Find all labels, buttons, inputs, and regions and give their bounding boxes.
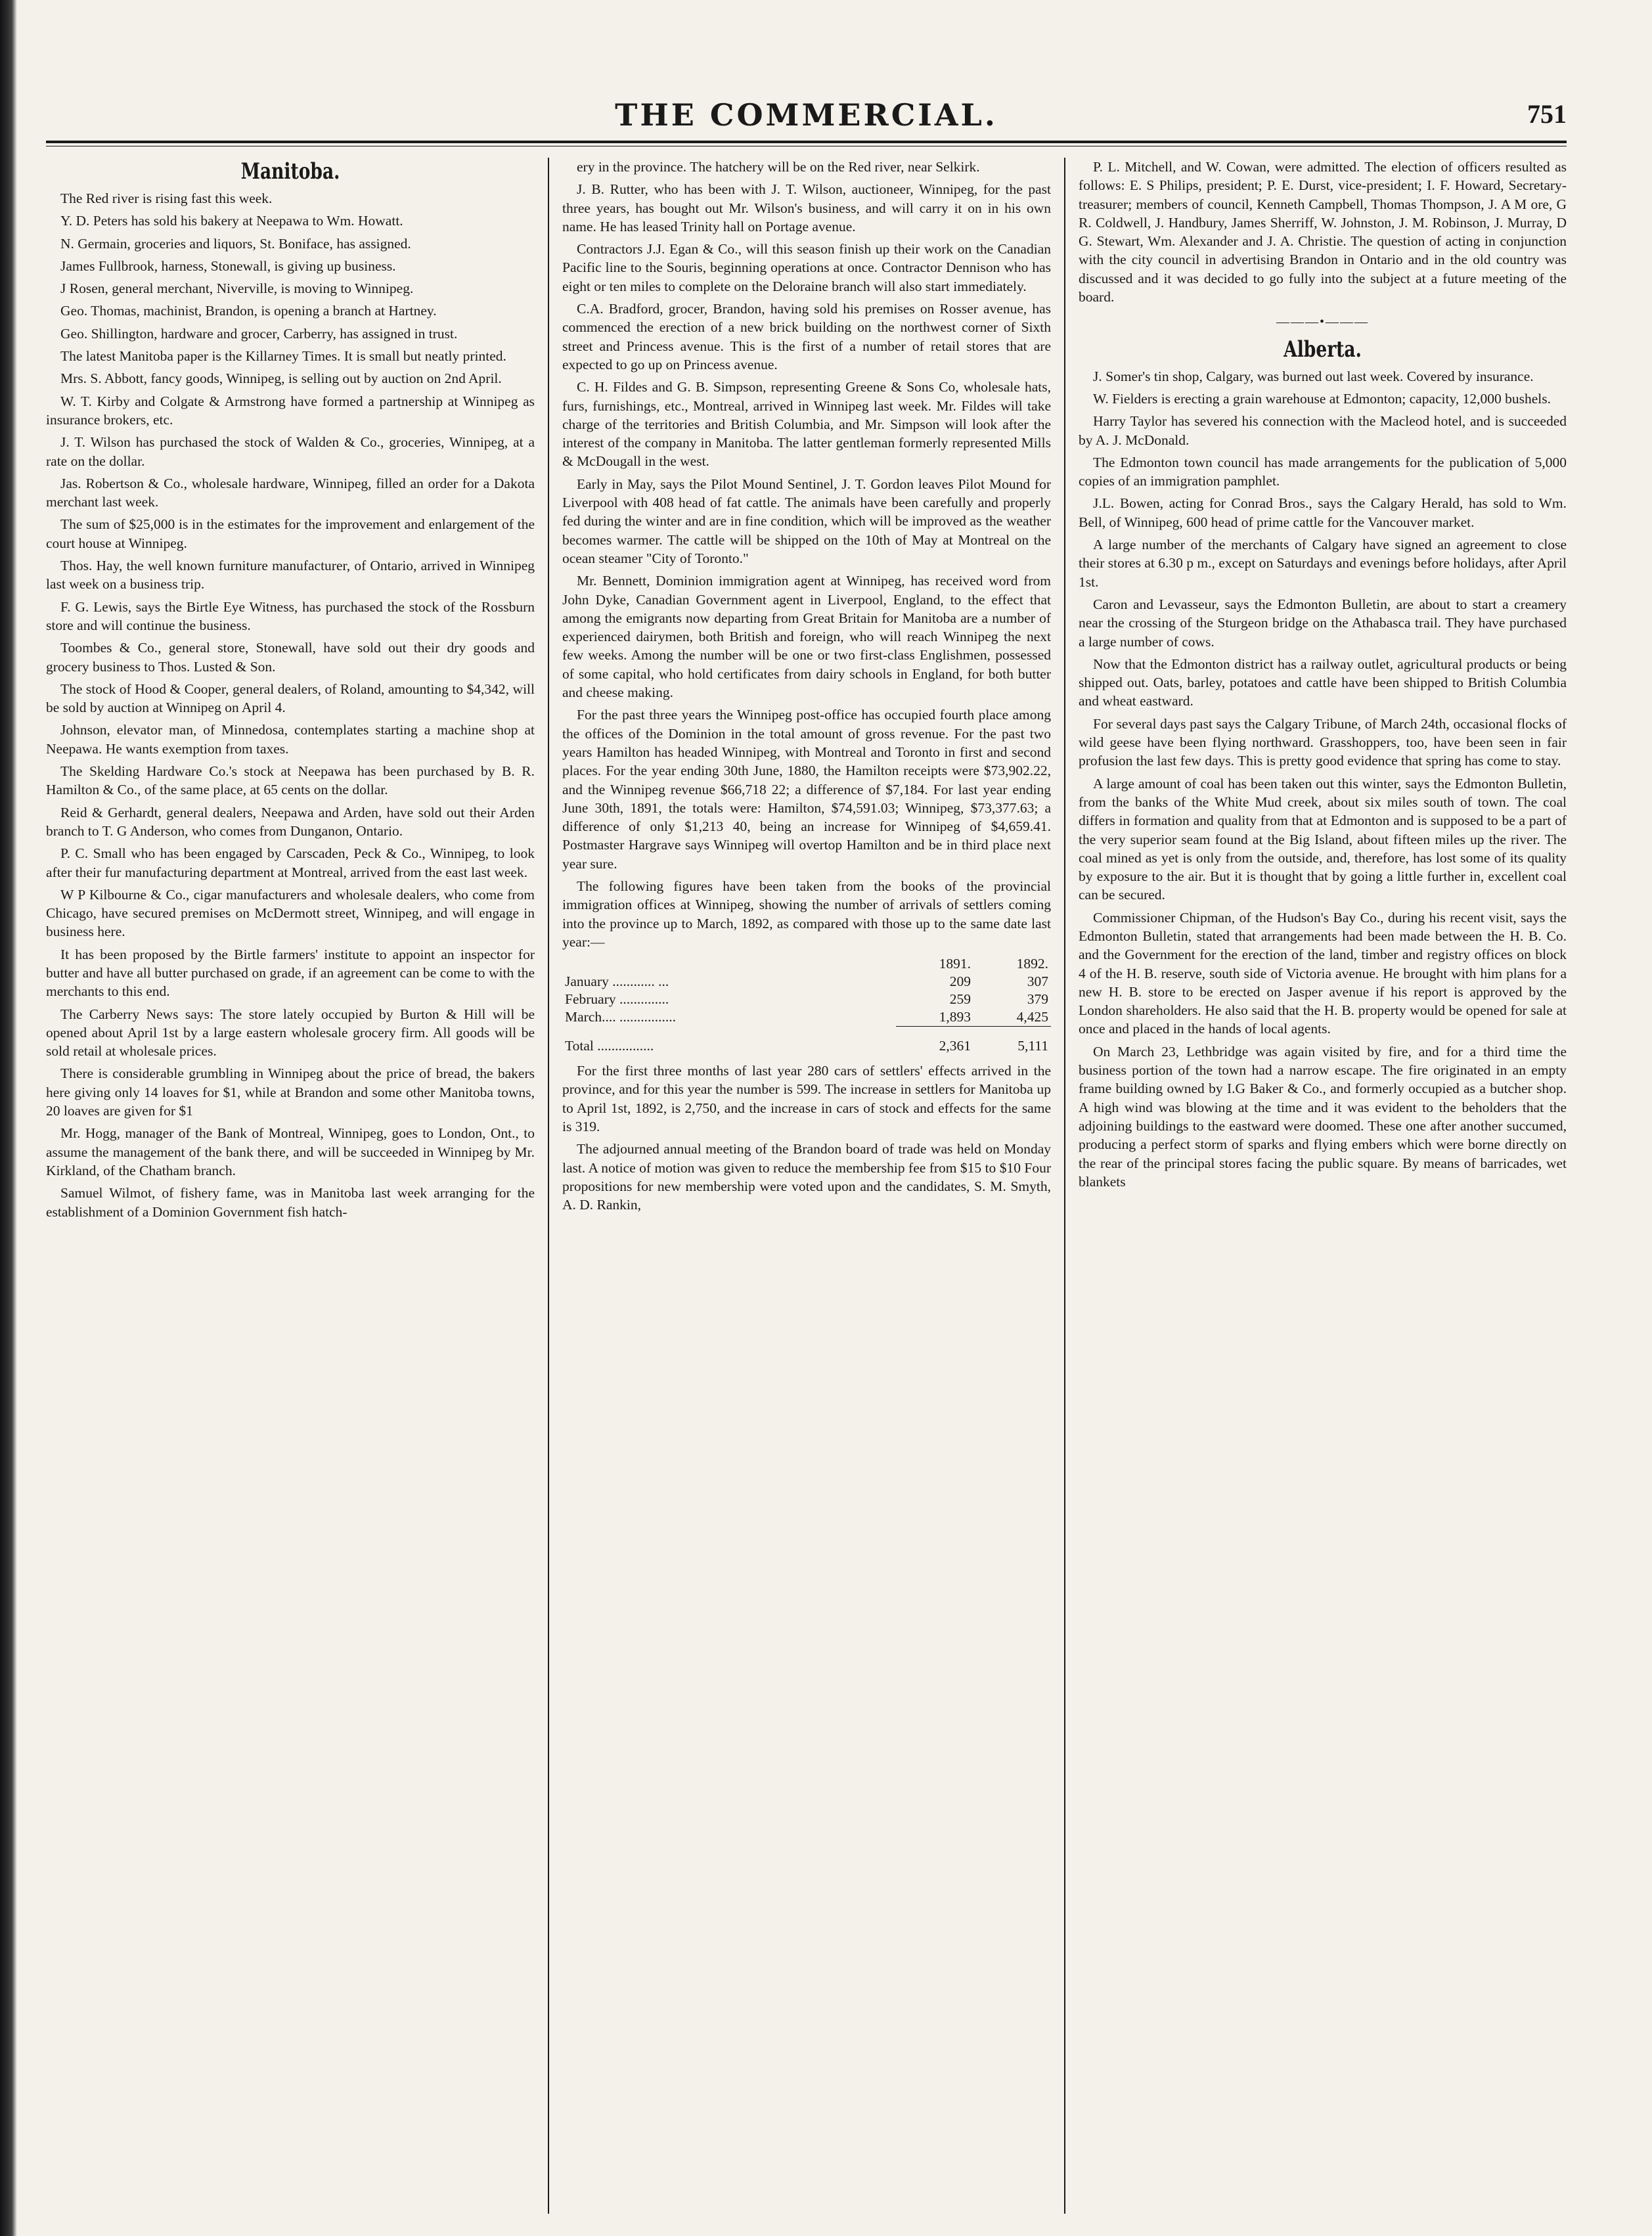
news-item: W. Fielders is erecting a grain warehouse at Edmonton; capacity, 12,000 bushels. [1093,390,1551,407]
news-item: ery in the province. The hatchery will be on the Red river, near Selkirk. [577,159,980,175]
news-item: J. Somer's tin shop, Calgary, was burned out last week. Covered by insurance. [1093,368,1534,384]
news-item: P. C. Small who has been engaged by Carscaden, Peck & Co., Winnipeg, to look after their fur manufacturing department at Montreal, arrived from the east last week. [46,845,535,880]
news-item: A large amount of coal has been taken out this winter, says the Edmonton Bulletin, from the banks of the White Mud creek, about six miles south of town. The coal differs in formation and quality from that at Edmonton and is supposed to be a part of the very superior seam found at the Big Island, about fifteen miles up the river. The coal mined as yet is only from the outside, and, therefore, has lost some of its quality by exposure to the air. But it is thought that by going a little further in, excellent coal can be secured. [1079,775,1567,903]
news-item: W P Kilbourne & Co., cigar manufacturers and wholesale dealers, who come from Chicago, have secured premises on McDermott street, Winnipeg, and will engage in business here. [46,886,535,940]
news-item: Commissioner Chipman, of the Hudson's Bay Co., during his recent visit, says the Edmonton Bulletin, stated that arrangements had been made between the H. B. Co. and the Government for the erection of the land, timber and registry offices on block 4 of the H. B. reserve, south side of Victoria avenue. He brought with him plans for a new H. B. store to be erected on Jasper avenue if his report is approved by the London shareholders. He also said that the H. B. property would be opened for sale at once and placed in the hands of local agents. [1079,909,1567,1037]
table-year-header: 1891. [939,956,971,972]
news-item: It has been proposed by the Birtle farmers' institute to appoint an inspector for butter and have all butter purchased on grade, if an agreement can be come to with the merchants to this end. [46,946,535,1000]
news-item: The Red river is rising fast this week. [60,190,273,206]
column-divider [1064,158,1065,2214]
page-number: 751 [1527,99,1567,129]
news-item: Now that the Edmonton district has a railway outlet, agricultural products or being shipped out. Oats, barley, potatoes and cattle have been shipped to British Columbia and wheat eastward. [1079,656,1567,709]
columns [46,158,1567,2214]
column-divider [548,158,549,2214]
news-item: Y. D. Peters has sold his bakery at Neepawa to Wm. Howatt. [60,213,403,229]
news-item: The Carberry News says: The store lately occupied by Burton & Hill will be opened about April 1st by a large eastern wholesale grocery firm. All goods will be sold retail at wholesale prices. [46,1006,535,1060]
table-cell: 307 [1027,973,1048,990]
news-item: Toombes & Co., general store, Stonewall, have sold out their dry goods and grocery business to Thos. Lusted & Son. [46,640,535,675]
table-row [562,991,1051,1008]
news-item: J.L. Bowen, acting for Conrad Bros., says the Calgary Herald, has sold to Wm. Bell, of Winnipeg, 600 head of prime cattle for the Vancouver market. [1079,495,1567,530]
news-item: The sum of $25,000 is in the estimates for the improvement and enlargement of the court house at Winnipeg. [46,516,535,551]
news-item: W. T. Kirby and Colgate & Armstrong have formed a partnership at Winnipeg as insurance brokers, etc. [46,393,535,428]
table-row [562,973,1051,991]
news-item: Thos. Hay, the well known furniture manufacturer, of Ontario, arrived in Winnipeg last week on a business trip. [46,558,535,593]
news-item: Geo. Thomas, machinist, Brandon, is opening a branch at Hartney. [60,303,437,319]
news-item: J. T. Wilson has purchased the stock of Walden & Co., groceries, Winnipeg, at a rate on the dollar. [46,434,535,469]
table-cell: 379 [1027,991,1048,1008]
news-item: Mr. Bennett, Dominion immigration agent at Winnipeg, has received word from John Dyke, Canadian Government agent in Liverpool, England, to the effect that among the emigrants now departing from Great Britain for Manitoba are a number of experienced dairymen, both British and foreign, who will reach Winnipeg the next few weeks. Among the number will be one or two first-class Englishmen, possessed of some capital, who hold certificates from dairy schools in England, for both butter and cheese making. [562,573,1051,701]
table-cell: 259 [949,991,971,1008]
news-item: Reid & Gerhardt, general dealers, Neepawa and Arden, have sold out their Arden branch to T. G Anderson, who comes from Dunganon, Ontario. [46,804,535,839]
news-item: The adjourned annual meeting of the Brandon board of trade was held on Monday last. A notice of motion was given to reduce the membership fee from $15 to $10 Four propositions for new membership were voted upon and the candidates, S. M. Smyth, A. D. Rankin, [562,1141,1051,1213]
news-item: J. B. Rutter, who has been with J. T. Wilson, auctioneer, Winnipeg, for the past three years, has bought out Mr. Wilson's business, and will carry it on in his own name. He has leased Trinity hall on Portage avenue. [562,181,1051,235]
news-item: J Rosen, general merchant, Niverville, is moving to Winnipeg. [60,280,414,297]
news-item: Mr. Hogg, manager of the Bank of Montreal, Winnipeg, goes to London, Ont., to assume the management of the bank there, and will be succeeded in Winnipeg by Mr. Kirkland, of the Chatham branch. [46,1125,535,1178]
table-year-header: 1892. [1016,956,1048,972]
news-item: Samuel Wilmot, of fishery fame, was in Manitoba last week arranging for the establishment of a Dominion Government fish hatch- [46,1185,535,1220]
news-item: F. G. Lewis, says the Birtle Eye Witness, has purchased the stock of the Rossburn store and will continue the business. [46,598,535,633]
column-1 [46,158,535,2214]
news-item: The Edmonton town council has made arrangements for the publication of 5,000 copies of an immigration pamphlet. [1079,454,1567,489]
news-item: Mrs. S. Abbott, fancy goods, Winnipeg, is selling out by auction on 2nd April. [60,370,502,387]
news-item: C.A. Bradford, grocer, Brandon, having sold his premises on Rosser avenue, has commenced the erection of a new brick building on the northwest corner of Sixth street and Princess avenue. This is the first of a number of retail stores that are expected to go up on Princess avenue. [562,301,1051,372]
table-row-label: Total ................ [565,1037,654,1054]
binding-edge [0,0,17,2236]
news-item: The following figures have been taken from the books of the provincial immigration offices at Winnipeg, showing the number of arrivals of settlers coming into the province up to March, 1892, as compared with those up to the same date last year:— [562,878,1051,950]
table-row [562,1008,1051,1027]
header-rule [46,141,1567,143]
news-item: Early in May, says the Pilot Mound Sentinel, J. T. Gordon leaves Pilot Mound for Liverpool with 408 head of fat cattle. The animals have been carefully and properly fed during the winter and are in fine condition, which will be improved as the weather becomes warmer. The cattle will be shipped on the 10th of May at Montreal on the ocean steamer "City of Toronto." [562,476,1051,566]
table-cell: 5,111 [1017,1038,1048,1054]
news-item: C. H. Fildes and G. B. Simpson, representing Greene & Sons Co, wholesale hats, furs, furnishings, etc., Montreal, arrived in Winnipeg last week. Mr. Fildes will take charge of the territories and British Columbia, and Mr. Simpson will look after the interest of the company in Manitoba. The latter gentleman formerly represented Mills & McDougall in the west. [562,379,1051,470]
section-heading-alberta: Alberta. [1284,336,1362,363]
news-item: Geo. Shillington, hardware and grocer, Carberry, has assigned in trust. [60,325,458,342]
news-item: For the past three years the Winnipeg post-office has occupied fourth place among the offices of the Dominion in the total amount of gross revenue. For the past two years Hamilton has headed Winnipeg, with Montreal and Toronto in first and second places. For the year ending 30th June, 1880, the Hamilton receipts were $73,902.22, and the Winnipeg revenue $66,718 22; a difference of $7,184. For last year ending June 30th, 1891, the totals were: Hamilton, $74,591.03; Winnipeg, $73,377.63; a difference of only $1,213 40, being an increase for Winnipeg of $4,659.41. Postmaster Hargrave says Winnipeg will overtop Hamilton and be in third place next year sure. [562,707,1051,872]
table-row-label: January ............ ... [565,973,669,990]
news-item: The Skelding Hardware Co.'s stock at Neepawa has been purchased by B. R. Hamilton & Co., of the same place, at 65 cents on the dollar. [46,763,535,798]
news-item: Jas. Robertson & Co., wholesale hardware, Winnipeg, filled an order for a Dakota merchant last week. [46,475,535,510]
news-item: On March 23, Lethbridge was again visited by fire, and for a third time the business portion of the town had a narrow escape. The fire originated in an empty frame building owned by I.G Baker & Co., and formerly occupied as a butcher shop. A high wind was blowing at the time and it was evident to the beholders that the adjoining buildings to the eastward were doomed. These one after another succumed, producing a perfect storm of sparks and flying embers which were borne directly on the rear of the principal stores facing the public square. By means of barricades, wet blankets [1079,1043,1567,1190]
news-item: The stock of Hood & Cooper, general dealers, of Roland, amounting to $4,342, will be sold by auction at Winnipeg on April 4. [46,681,535,716]
table-total-row [562,1027,1051,1056]
news-item: Johnson, elevator man, of Minnedosa, contemplates starting a machine shop at Neepawa. He wants exemption from taxes. [46,722,535,757]
masthead [46,97,1567,138]
immigration-table [562,955,1051,1055]
news-item: N. Germain, groceries and liquors, St. Boniface, has assigned. [60,235,411,252]
column-3 [1079,158,1567,2214]
page-title: THE COMMERCIAL. [615,97,998,133]
news-item: For several days past says the Calgary Tribune, of March 24th, occasional flocks of wild geese have been flying northward. Grasshoppers, too, have been seen in fair profusion the last few days. This is pretty good evidence that spring has come to stay. [1079,715,1567,769]
news-item: For the first three months of last year 280 cars of settlers' effects arrived in the province, and for this year the number is 599. The increase in settlers for Manitoba up to April 1st, 1892, is 2,750, and the increase in cars of stock and effects for the same is 319. [562,1063,1051,1135]
table-cell: 4,425 [973,1008,1051,1027]
news-item: Caron and Levasseur, says the Edmonton Bulletin, are about to start a creamery near the crossing of the Sturgeon bridge on the Athabasca trail. They have purchased a large number of cows. [1079,596,1567,650]
table-cell: 1,893 [896,1008,973,1027]
news-item: Contractors J.J. Egan & Co., will this season finish up their work on the Canadian Pacific line to the Souris, beginning operations at once. Contractor Dennison who has eight or ten miles to complete on the Deloraine branch will also start immediately. [562,241,1051,294]
section-ornament: ———•——— [1276,315,1369,330]
news-item: James Fullbrook, harness, Stonewall, is giving up business. [60,257,396,274]
news-item: Harry Taylor has severed his connection with the Macleod hotel, and is succeeded by A. J. McDonald. [1079,413,1567,448]
table-cell: 2,361 [939,1038,971,1054]
news-item: P. L. Mitchell, and W. Cowan, were admitted. The election of officers resulted as follows: E. S Philips, president; P. E. Durst, vice-president; I. F. Howard, Secretary-treasurer; members of council, Kenneth Campbell, Thomas Thompson, J. A M ore, G R. Coldwell, J. Handbury, James Sherriff, W. Johnston, J. M. Robinson, J. Murray, D G. Stewart, Wm. Alexander and J. A. Christie. The question of acting in conjunction with the city council in advertising Brandon in Ontario and in the old country was discussed and it was decided to go fully into the subject at a future meeting of the board. [1079,159,1567,305]
table-row-label: March.... ................ [565,1009,676,1025]
section-heading-manitoba: Manitoba. [240,158,340,185]
news-item: A large number of the merchants of Calgary have signed an agreement to close their stores at 6.30 p m., except on Saturdays and evenings before holidays, after April 1st. [1079,537,1567,590]
news-item: There is considerable grumbling in Winnipeg about the price of bread, the bakers here giving only 14 loaves for $1, while at Brandon and some other Manitoba towns, 20 loaves are given for $1 [46,1065,535,1119]
column-2 [562,158,1051,2214]
table-cell: 209 [949,973,971,990]
newspaper-page [46,97,1567,2219]
news-item: The latest Manitoba paper is the Killarney Times. It is small but neatly printed. [60,348,506,365]
table-row-label: February .............. [565,991,669,1008]
